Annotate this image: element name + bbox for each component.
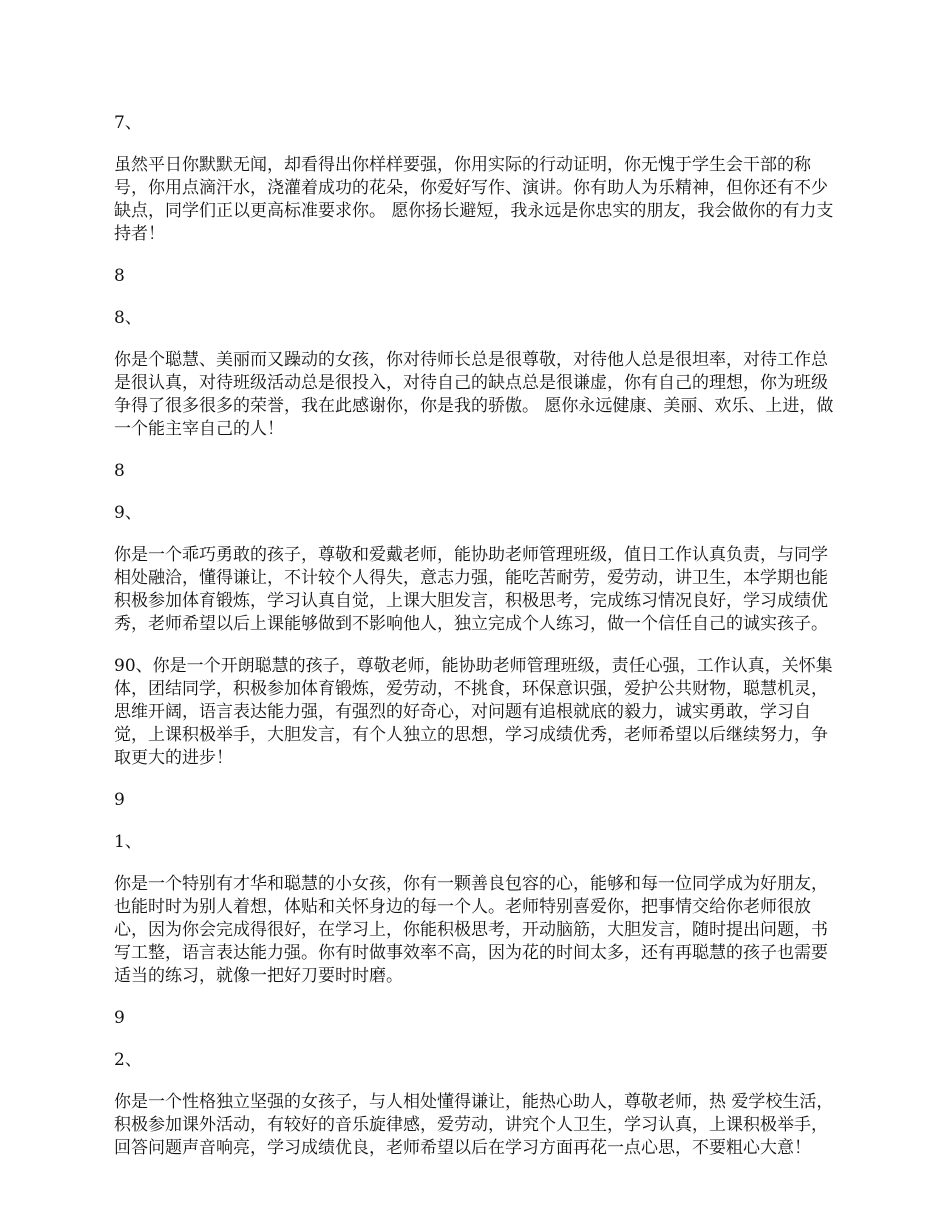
page-number: 9	[114, 1008, 125, 1028]
comment-paragraph: 90、你是一个开朗聪慧的孩子，尊敬老师，能协助老师管理班级，责任心强，工作认真，关怀集体，团结同学，积极参加体育锻炼，爱劳动，不挑食，环保意识强，爱护公共财物，聪慧机灵，思维开阔，语言表达能力强，有强烈的好奇心，对问题有追根就底的毅力，诚实勇敢，学习自觉，上课积极举手，大胆发言，有个人独立的思想，学习成绩优秀，老师希望以后继续努力，争取更大的进步！	[114, 656, 833, 768]
page-number: 8	[114, 461, 125, 481]
comment-paragraph: 虽然平日你默默无闻，却看得出你样样要强，你用实际的行动证明，你无愧于学生会干部的称号，你用点滴汗水，浇灌着成功的花朵，你爱好写作、演讲。你有助人为乐精神，但你还有不少缺点，同学们正以更高标准要求你。 愿你扬长避短，我永远是你忠实的朋友，我会做你的有力支持者！	[114, 155, 834, 244]
item-number: 2、	[114, 1050, 142, 1070]
comment-paragraph: 你是一个乖巧勇敢的孩子，尊敬和爱戴老师，能协助老师管理班级，值日工作认真负责，与同学相处融洽，懂得谦让，不计较个人得失，意志力强，能吃苦耐劳，爱劳动，讲卫生，本学期也能积极参加体育锻炼，学习认真自觉，上课大胆发言，积极思考，完成练习情况良好，学习成绩优秀，老师希望以后上课能够做到不影响他人，独立完成个人练习，做一个信任自己的诚实孩子。	[114, 545, 828, 634]
item-number: 1、	[114, 832, 142, 852]
item-number: 8、	[114, 308, 142, 328]
page-number: 8	[114, 266, 125, 286]
item-number: 9、	[114, 503, 142, 523]
item-number: 7、	[114, 113, 142, 133]
comment-paragraph: 你是一个性格独立坚强的女孩子，与人相处懂得谦让，能热心助人，尊敬老师，热 爱学校生活，积极参加课外活动，有较好的音乐旋律感，爱劳动，讲究个人卫生，学习认真，上课积极举手，回答问题声音响亮，学习成绩优良，老师希望以后在学习方面再花一点心思，不要粗心大意！	[114, 1092, 834, 1158]
document-body	[114, 112, 844, 1179]
comment-paragraph: 你是个聪慧、美丽而又躁动的女孩，你对待师长总是很尊敬，对待他人总是很坦率，对待工作总是很认真，对待班级活动总是很投入，对待自己的缺点总是很谦虚，你有自己的理想，你为班级争得了很多很多的荣誉，我在此感谢你，你是我的骄傲。 愿你永远健康、美丽、欢乐、上进，做一个能主宰自己的人！	[114, 350, 834, 439]
page-number: 9	[114, 790, 125, 810]
comment-paragraph: 你是一个特别有才华和聪慧的小女孩，你有一颗善良包容的心，能够和每一位同学成为好朋友，也能时时为别人着想，体贴和关怀身边的每一个人。老师特别喜爱你，把事情交给你老师很放心，因为你会完成得很好，在学习上，你能积极思考，开动脑筋，大胆发言，随时提出问题，书写工整，语言表达能力强。你有时做事效率不高，因为花的时间太多，还有再聪慧的孩子也需要适当的练习，就像一把好刀要时时磨。	[114, 874, 828, 986]
